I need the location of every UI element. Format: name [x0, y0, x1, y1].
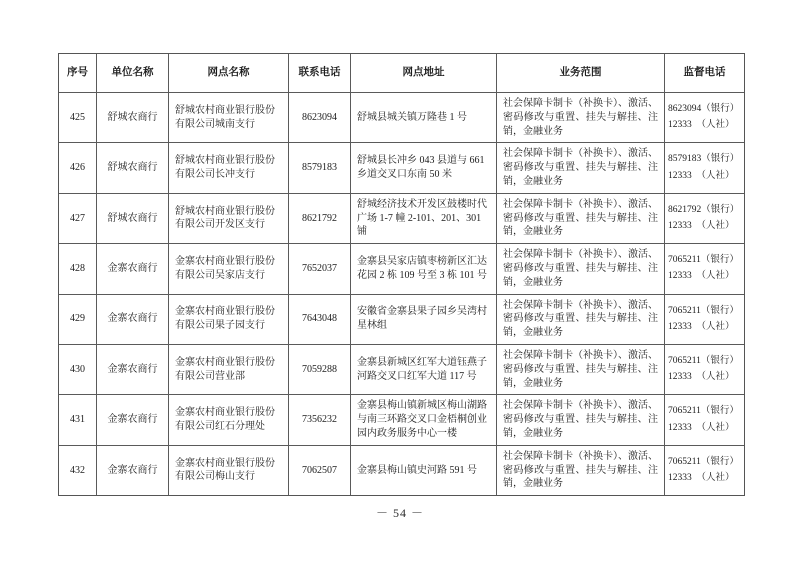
page-number: － 54 －	[375, 506, 424, 520]
header-cell-scope: 业务范围	[496, 54, 664, 92]
cell-unit: 舒城农商行	[96, 142, 168, 192]
cell-branch: 金寨农村商业银行股份有限公司果子园支行	[168, 294, 288, 344]
cell-scope: 社会保障卡制卡（补换卡）、激活、密码修改与重置、挂失与解挂、注销，金融业务	[496, 92, 664, 142]
cell-seq: 425	[59, 92, 96, 142]
supervision-social-phone: 12333 （人社）	[668, 321, 735, 332]
header-cell-branch: 网点名称	[168, 54, 288, 92]
supervision-bank-phone: 8621792（银行）	[668, 204, 740, 215]
cell-unit: 金寨农商行	[96, 344, 168, 394]
cell-phone: 7652037	[288, 243, 350, 293]
supervision-bank-phone: 7065211（银行）	[668, 305, 739, 316]
cell-seq: 426	[59, 142, 96, 192]
cell-address: 金寨县梅山镇新城区梅山湖路与南三环路交叉口金梧桐创业园内政务服务中心一楼	[350, 394, 496, 444]
supervision-social-phone: 12333 （人社）	[668, 422, 735, 433]
cell-branch: 金寨农村商业银行股份有限公司红石分理处	[168, 394, 288, 444]
supervision-bank-phone: 7065211（银行）	[668, 255, 739, 266]
cell-address: 金寨县梅山镇史河路 591 号	[350, 445, 496, 495]
table-row	[59, 394, 744, 444]
cell-phone: 8579183	[288, 142, 350, 192]
table-row	[59, 445, 744, 495]
cell-phone: 7356232	[288, 394, 350, 444]
cell-phone: 7059288	[288, 344, 350, 394]
table-row	[59, 92, 744, 142]
cell-phone: 8623094	[288, 92, 350, 142]
cell-unit: 金寨农商行	[96, 445, 168, 495]
header-cell-supervision: 监督电话	[664, 54, 744, 92]
cell-seq: 432	[59, 445, 96, 495]
cell-supervision	[664, 344, 744, 394]
cell-address: 舒城经济技术开发区鼓楼时代广场 1-7 幢 2-101、201、301 铺	[350, 193, 496, 243]
table-row	[59, 243, 744, 293]
supervision-social-phone: 12333 （人社）	[668, 170, 735, 181]
table-row	[59, 193, 744, 243]
table-row	[59, 294, 744, 344]
cell-supervision	[664, 243, 744, 293]
cell-supervision	[664, 394, 744, 444]
cell-branch: 舒城农村商业银行股份有限公司开发区支行	[168, 193, 288, 243]
supervision-bank-phone: 7065211（银行）	[668, 356, 739, 367]
cell-scope: 社会保障卡制卡（补换卡）、激活、密码修改与重置、挂失与解挂、注销，金融业务	[496, 243, 664, 293]
cell-seq: 429	[59, 294, 96, 344]
cell-branch: 金寨农村商业银行股份有限公司梅山支行	[168, 445, 288, 495]
cell-unit: 舒城农商行	[96, 92, 168, 142]
supervision-bank-phone: 8623094（银行）	[668, 104, 740, 115]
cell-address: 安徽省金寨县果子园乡吴湾村星林组	[350, 294, 496, 344]
cell-unit: 金寨农商行	[96, 394, 168, 444]
cell-seq: 431	[59, 394, 96, 444]
cell-scope: 社会保障卡制卡（补换卡）、激活、密码修改与重置、挂失与解挂、注销，金融业务	[496, 193, 664, 243]
cell-branch: 金寨农村商业银行股份有限公司营业部	[168, 344, 288, 394]
table-header-row	[59, 54, 744, 92]
supervision-social-phone: 12333 （人社）	[668, 120, 735, 131]
cell-supervision	[664, 294, 744, 344]
table-row	[59, 142, 744, 192]
supervision-social-phone: 12333 （人社）	[668, 220, 735, 231]
cell-address: 舒城县城关镇万隆巷 1 号	[350, 92, 496, 142]
cell-address: 金寨县新城区红军大道钰燕子河路交叉口红军大道 117 号	[350, 344, 496, 394]
cell-supervision	[664, 193, 744, 243]
cell-address: 金寨县吴家店镇枣榜新区汇达花园 2 栋 109 号至 3 栋 101 号	[350, 243, 496, 293]
supervision-social-phone: 12333 （人社）	[668, 472, 735, 483]
supervision-social-phone: 12333 （人社）	[668, 372, 735, 383]
supervision-social-phone: 12333 （人社）	[668, 271, 735, 282]
cell-scope: 社会保障卡制卡（补换卡）、激活、密码修改与重置、挂失与解挂、注销，金融业务	[496, 294, 664, 344]
supervision-bank-phone: 7065211（银行）	[668, 456, 739, 467]
cell-phone: 7062507	[288, 445, 350, 495]
header-cell-unit: 单位名称	[96, 54, 168, 92]
header-cell-seq: 序号	[67, 66, 88, 78]
cell-supervision	[664, 142, 744, 192]
cell-branch: 舒城农村商业银行股份有限公司城南支行	[168, 92, 288, 142]
cell-scope: 社会保障卡制卡（补换卡）、激活、密码修改与重置、挂失与解挂、注销，金融业务	[496, 344, 664, 394]
cell-phone: 7643048	[288, 294, 350, 344]
cell-scope: 社会保障卡制卡（补换卡）、激活、密码修改与重置、挂失与解挂、注销，金融业务	[496, 445, 664, 495]
bank-branch-table	[58, 53, 745, 496]
cell-seq: 430	[59, 344, 96, 394]
cell-phone: 8621792	[288, 193, 350, 243]
cell-address: 舒城县长冲乡 043 县道与 661 乡道交叉口东南 50 米	[350, 142, 496, 192]
cell-scope: 社会保障卡制卡（补换卡）、激活、密码修改与重置、挂失与解挂、注销，金融业务	[496, 394, 664, 444]
supervision-bank-phone: 7065211（银行）	[668, 406, 739, 417]
cell-scope: 社会保障卡制卡（补换卡）、激活、密码修改与重置、挂失与解挂、注销，金融业务	[496, 142, 664, 192]
cell-seq: 428	[59, 243, 96, 293]
cell-supervision	[664, 92, 744, 142]
table-row	[59, 344, 744, 394]
cell-seq: 427	[59, 193, 96, 243]
header-cell-address: 网点地址	[350, 54, 496, 92]
cell-branch: 金寨农村商业银行股份有限公司吴家店支行	[168, 243, 288, 293]
cell-branch: 舒城农村商业银行股份有限公司长冲支行	[168, 142, 288, 192]
header-cell-phone: 联系电话	[288, 54, 350, 92]
cell-supervision	[664, 445, 744, 495]
cell-unit: 舒城农商行	[96, 193, 168, 243]
cell-unit: 金寨农商行	[96, 243, 168, 293]
supervision-bank-phone: 8579183（银行）	[668, 154, 740, 165]
cell-unit: 金寨农商行	[96, 294, 168, 344]
